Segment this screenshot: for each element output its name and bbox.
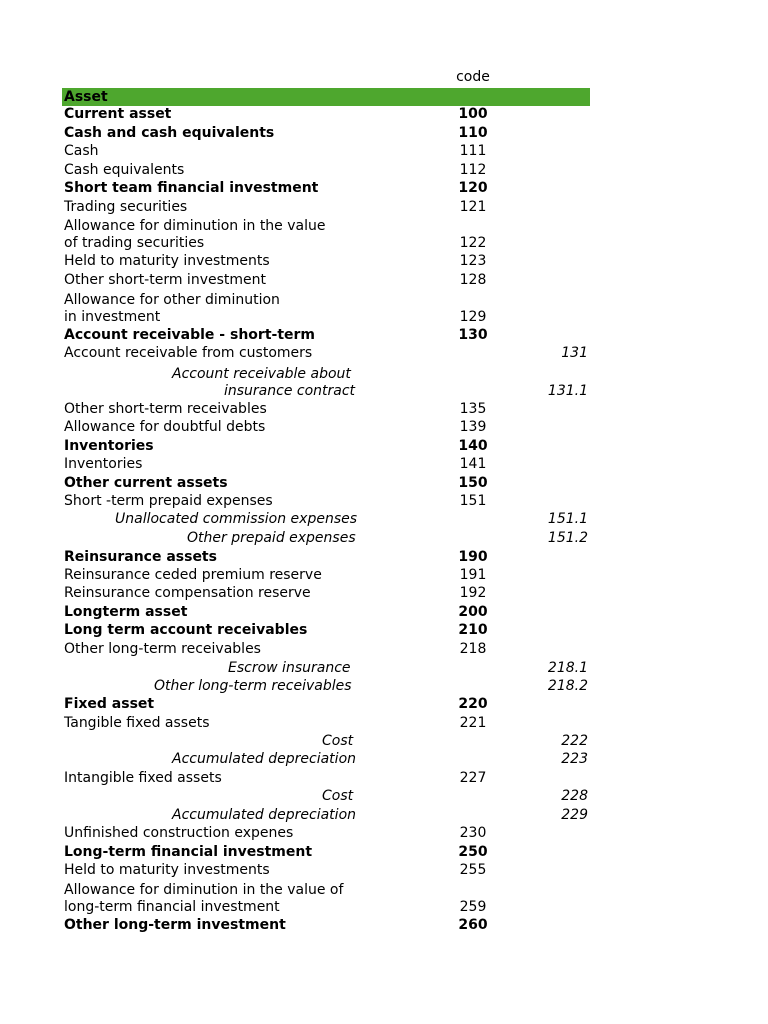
row-code: 192	[459, 585, 487, 601]
row-code: 135	[459, 401, 487, 417]
row-label: Inventories	[64, 438, 154, 454]
row-code: 139	[459, 419, 487, 435]
row-code: 250	[458, 844, 488, 860]
row-label: Allowance for doubtful debts	[64, 419, 266, 435]
row-code: 111	[459, 143, 487, 159]
row-label: Other short-term investment	[64, 272, 266, 288]
row-subcode: 229	[561, 807, 588, 823]
row-label: Allowance for other diminution	[64, 292, 280, 308]
row-code: 150	[458, 475, 488, 491]
row-code: 221	[459, 715, 487, 731]
row-label: Inventories	[64, 456, 143, 472]
row-label: Tangible fixed assets	[64, 715, 210, 731]
row-code: 151	[459, 493, 487, 509]
row-code: 130	[458, 327, 488, 343]
row-label: Reinsurance assets	[64, 549, 217, 565]
row-subcode: 151.1	[547, 511, 588, 527]
row-label: Cost	[322, 733, 354, 749]
row-label-cont: in investment	[64, 309, 161, 325]
row-label: Accumulated depreciation	[172, 751, 357, 767]
row-code: 141	[459, 456, 487, 472]
row-code: 227	[459, 770, 487, 786]
asset-section-title: Asset	[64, 89, 108, 105]
row-code: 122	[459, 235, 487, 251]
row-code: 259	[459, 899, 487, 915]
row-subcode: 151.2	[547, 530, 588, 546]
row-label: Current asset	[64, 106, 172, 122]
row-code: 120	[458, 180, 488, 196]
row-code: 129	[459, 309, 487, 325]
row-code: 200	[458, 604, 488, 620]
row-subcode: 218.1	[547, 660, 588, 676]
row-label: Short -term prepaid expenses	[64, 493, 273, 509]
row-label: Cash and cash equivalents	[64, 125, 275, 141]
row-code: 140	[458, 438, 488, 454]
row-label: Other long-term investment	[64, 917, 286, 933]
row-label: Short team financial investment	[64, 180, 319, 196]
row-code: 210	[458, 622, 488, 638]
row-code: 110	[458, 125, 488, 141]
row-code: 220	[458, 696, 488, 712]
row-code: 191	[459, 567, 487, 583]
row-label: Fixed asset	[64, 696, 155, 712]
row-code: 123	[459, 253, 487, 269]
row-label: Longterm asset	[64, 604, 188, 620]
row-label-cont: of trading securities	[64, 235, 205, 251]
row-subcode: 218.2	[547, 678, 588, 694]
row-code: 112	[459, 162, 487, 178]
row-label: Account receivable about	[172, 366, 351, 382]
row-label: Accumulated depreciation	[172, 807, 357, 823]
row-label: Held to maturity investments	[64, 253, 270, 269]
row-label: Cost	[322, 788, 354, 804]
row-label: Other long-term receivables	[154, 678, 352, 694]
row-label: Reinsurance ceded premium reserve	[64, 567, 322, 583]
row-code: 218	[459, 641, 487, 657]
row-label: Long term account receivables	[64, 622, 308, 638]
row-label: Account receivable from customers	[64, 345, 313, 361]
row-code: 190	[458, 549, 488, 565]
row-label: Other prepaid expenses	[187, 530, 356, 546]
asset-section-band	[62, 88, 590, 106]
row-code: 255	[459, 862, 487, 878]
row-label: Escrow insurance	[228, 660, 351, 676]
row-subcode: 223	[561, 751, 588, 767]
row-label: Unfinished construction expenes	[64, 825, 294, 841]
row-label: Unallocated commission expenses	[115, 511, 358, 527]
row-label: Other long-term receivables	[64, 641, 261, 657]
row-label: Cash	[64, 143, 99, 159]
row-subcode: 131	[561, 345, 588, 361]
row-subcode: 228	[561, 788, 588, 804]
row-label-cont: insurance contract	[224, 383, 356, 399]
row-code: 260	[458, 917, 488, 933]
row-label: Allowance for diminution in the value	[64, 218, 326, 234]
row-label: Other short-term receivables	[64, 401, 267, 417]
row-label-cont: long-term financial investment	[64, 899, 280, 915]
row-code: 128	[459, 272, 487, 288]
row-label: Account receivable - short-term	[64, 327, 315, 343]
row-label: Trading securities	[64, 199, 188, 215]
row-label: Reinsurance compensation reserve	[64, 585, 311, 601]
row-label: Allowance for diminution in the value of	[64, 882, 344, 898]
row-subcode: 131.1	[547, 383, 588, 399]
row-subcode: 222	[561, 733, 588, 749]
code-column-header: code	[456, 69, 490, 85]
row-code: 230	[459, 825, 487, 841]
row-label: Intangible fixed assets	[64, 770, 222, 786]
row-label: Long-term financial investment	[64, 844, 313, 860]
row-label: Other current assets	[64, 475, 228, 491]
row-label: Cash equivalents	[64, 162, 185, 178]
row-code: 121	[459, 199, 487, 215]
row-label: Held to maturity investments	[64, 862, 270, 878]
row-code: 100	[458, 106, 488, 122]
